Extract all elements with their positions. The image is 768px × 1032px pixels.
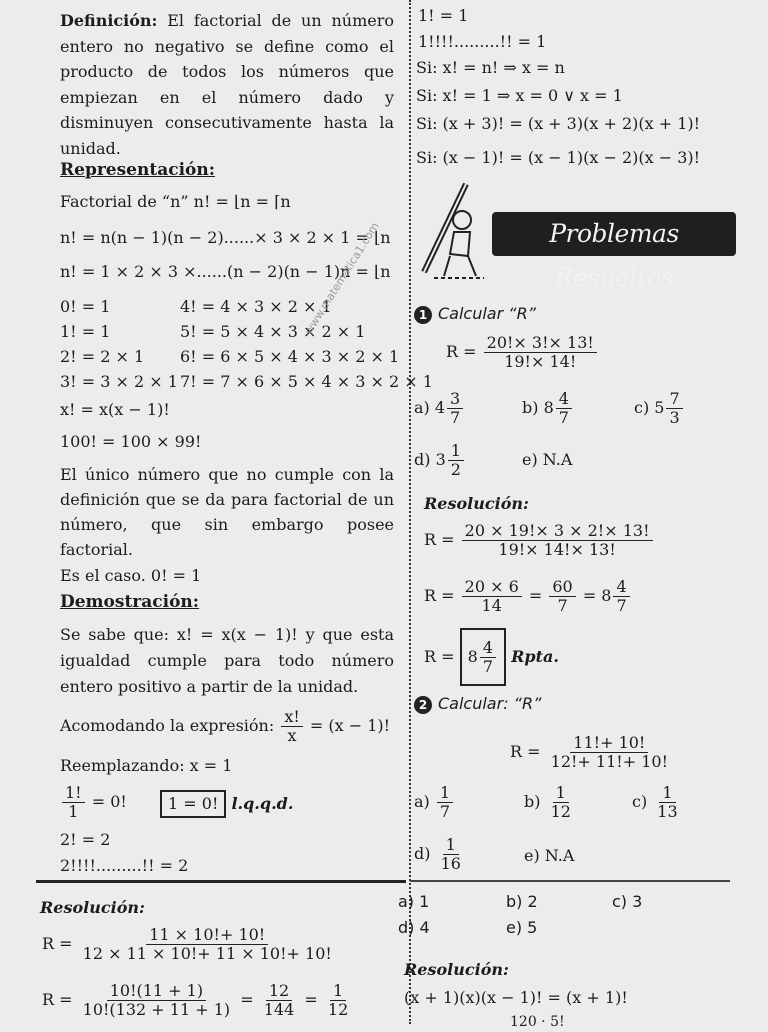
bottom-option[interactable]: a) 1: [398, 892, 430, 911]
numerator: 4: [556, 390, 572, 409]
fraction: [549, 578, 575, 615]
demostracion-heading: Demostración:: [60, 592, 200, 612]
fraction: [261, 982, 298, 1019]
fraction: [613, 578, 629, 615]
demo-line: Se sabe que: x! = x(x − 1)! y que esta: [60, 625, 394, 644]
option-b[interactable]: [524, 782, 576, 822]
bottom-option[interactable]: d) 4: [398, 918, 430, 937]
bottom-option[interactable]: c) 3: [612, 892, 643, 911]
fraction: [480, 639, 496, 676]
denominator: 3: [669, 408, 680, 427]
option-c[interactable]: [632, 782, 683, 822]
right-line: Si: x! = 1 ⇒ x = 0 ∨ x = 1: [416, 86, 623, 105]
bottom-resolution-step: R = $\frac{10!(11 + 1)}{10!(132 + 11 + 1)}$ = $\frac{12}{144}$ = $\frac{1}{12}$: [42, 978, 353, 1022]
bottom-rule-right: [410, 880, 730, 882]
final-answer: [424, 628, 559, 686]
bottom-option[interactable]: e) 5: [506, 918, 538, 937]
fraction: [447, 390, 463, 427]
denominator: 13: [657, 802, 678, 821]
acomodando-line: [60, 706, 390, 746]
numerator: 20!× 3!× 13!: [484, 334, 597, 353]
problem-2-title: [414, 694, 541, 714]
example-item: 6! = 6 × 5 × 4 × 3 × 2 × 1: [180, 347, 400, 366]
definition-line: entero no negativo se define como el: [60, 36, 394, 56]
pencil-mascot-icon: [414, 180, 490, 284]
denominator: 12!+ 11!+ 10!: [550, 752, 668, 771]
fraction: [281, 708, 302, 745]
numerator: 1: [330, 982, 346, 1001]
rep-line: n! = n(n − 1)(n − 2)......× 3 × 2 × 1 = ⌊n: [60, 228, 391, 247]
definition-line: empiezan en el número dado y: [60, 87, 394, 107]
numerator: 7: [666, 390, 682, 409]
numerator: 20 × 6: [462, 578, 522, 597]
boxed-equation: 1 = 0!: [160, 790, 226, 818]
boxed-result: [160, 790, 293, 818]
definition-block: [60, 8, 394, 161]
denominator: 144: [263, 1000, 295, 1019]
definition-line: producto de todos los números que: [60, 62, 394, 81]
demo-line: igualdad cumple para todo número: [60, 651, 394, 670]
column-divider: [409, 0, 411, 1024]
numerator: 12: [266, 982, 292, 1001]
numerator: 20 × 19!× 3 × 2!× 13!: [462, 522, 653, 541]
numerator: 4: [613, 578, 629, 597]
numerator: 60: [549, 578, 575, 597]
option-label: d) 3: [414, 450, 446, 469]
problem-1-expression: [446, 330, 599, 374]
fraction: [666, 390, 682, 427]
fraction: [462, 578, 522, 615]
bottom-option[interactable]: b) 2: [506, 892, 538, 911]
numerator: x!: [281, 708, 302, 727]
numerator: 10!(11 + 1): [107, 982, 206, 1001]
numerator: 1: [659, 784, 675, 803]
demo-line: entero positivo a partir de la unidad.: [60, 677, 359, 696]
r-label: R =: [510, 742, 541, 761]
problem-title: Calcular: “R”: [438, 694, 542, 713]
unique-line: definición que se da para factorial de un: [60, 490, 394, 509]
r-label: R =: [424, 586, 455, 605]
examples-right: [180, 294, 433, 394]
numerator: 11 × 10!+ 10!: [146, 926, 268, 945]
denominator: 1: [68, 802, 79, 821]
numerator: 3: [447, 390, 463, 409]
definition-line: disminuyen consecutivamente hasta la: [60, 113, 394, 132]
option-label: a) 4: [414, 398, 446, 417]
example-item: 3! = 3 × 2 × 1: [60, 372, 178, 391]
numerator: 4: [480, 639, 496, 658]
option-label: c): [632, 792, 648, 811]
r-label: R =: [424, 647, 455, 666]
acomodando-text: Acomodando la expresión:: [60, 716, 275, 735]
denominator: 7: [616, 596, 627, 615]
denominator: 7: [558, 408, 569, 427]
option-label: a): [414, 792, 430, 811]
right-line: Si: x! = n! ⇒ x = n: [416, 58, 565, 77]
answer-box: [460, 628, 506, 686]
example-item: 2! = 2 × 1: [60, 347, 145, 366]
banner-title: Problemas Resueltos: [549, 219, 679, 292]
resolution-step: R = $\frac{20 \times 6}{14}$ = $\frac{60}{7}$ = 8 $\frac{4}{7}$: [424, 574, 632, 618]
option-e[interactable]: e) N.A: [522, 450, 573, 469]
hundred-factorial-line: 100! = 100 × 99!: [60, 432, 202, 451]
denominator: 7: [439, 802, 451, 821]
problem-number-badge: 2: [414, 696, 432, 714]
definition-line: unidad.: [60, 138, 121, 158]
option-a[interactable]: [414, 388, 465, 428]
unique-line: número, que sin embargo posee: [60, 515, 394, 534]
denominator: 2: [450, 460, 461, 479]
denominator: 12: [327, 1000, 349, 1019]
numerator: 11!+ 10!: [570, 734, 648, 753]
r-label: R =: [446, 342, 477, 361]
fraction: [548, 734, 671, 771]
right-line: Si: (x − 1)! = (x − 1)(x − 2)(x − 3)!: [416, 148, 701, 167]
fraction: [556, 390, 572, 427]
resolution-step: [424, 518, 655, 562]
denominator: 12 × 11 × 10!+ 11 × 10!+ 10!: [82, 944, 332, 963]
denominator: 14: [481, 596, 502, 615]
denominator: 19!× 14!: [504, 352, 577, 371]
reemplazando-line: Reemplazando: x = 1: [60, 756, 233, 775]
fraction: [325, 982, 351, 1019]
option-d[interactable]: [414, 834, 466, 874]
rep-line: n! = 1 × 2 × 3 ×......(n − 2)(n − 1)n = ⌊n: [60, 262, 391, 281]
numerator: 1: [443, 836, 459, 855]
unique-line: El único número que no cumple con la: [60, 465, 394, 484]
numerator: 1: [553, 784, 569, 803]
option-c[interactable]: [634, 388, 685, 428]
bottom-resolution-step: R = $\frac{11 \times 10!+ 10!}{12 \times 11 \times 10!+ 11 \times 10!+ 10!}$: [42, 922, 337, 966]
two-line: 2! = 2: [60, 830, 111, 849]
example-item: 4! = 4 × 3 × 2 × 1: [180, 297, 332, 316]
example-item: 1! = 1: [60, 322, 111, 341]
fraction: [80, 926, 335, 963]
option-label: d): [414, 844, 431, 863]
denominator: 7: [450, 408, 461, 427]
option-label: c) 5: [634, 398, 665, 417]
fraction: [437, 784, 453, 821]
rep-line: Factorial de “n” n! = ⌊n = ⌈n: [60, 192, 291, 211]
right-line: Si: (x + 3)! = (x + 3)(x + 2)(x + 1)!: [416, 114, 701, 133]
denominator: 12: [550, 802, 571, 821]
representacion-heading: Representación:: [60, 160, 216, 180]
bottom-right-line: (x + 1)(x)(x − 1)! = (x + 1)!: [404, 988, 628, 1007]
denominator: 19!× 14!× 13!: [498, 540, 616, 559]
problem-number-badge: 1: [414, 306, 432, 324]
option-label: b): [524, 792, 541, 811]
fraction: [654, 784, 680, 821]
bottom-right-line: 120 · 5!: [510, 1014, 565, 1030]
fraction: [484, 334, 597, 371]
option-d[interactable]: [414, 440, 466, 480]
denominator: 10!(132 + 11 + 1): [82, 1000, 231, 1019]
denominator: 16: [440, 854, 461, 873]
proof-rest: = 0!: [91, 792, 127, 811]
bottom-right-resolucion: Resolución:: [404, 960, 509, 979]
right-line: 1! = 1: [418, 6, 469, 25]
example-item: 7! = 7 × 6 × 5 × 4 × 3 × 2 × 1: [180, 372, 433, 391]
option-label: b) 8: [522, 398, 554, 417]
fraction: [62, 784, 85, 821]
problem-2-expression: [510, 730, 673, 774]
two-many-line: 2!!!!.........!! = 2: [60, 856, 189, 875]
numerator: 1: [448, 442, 464, 461]
examples-left: [60, 294, 178, 394]
caso-line: Es el caso. 0! = 1: [60, 566, 202, 585]
problemas-resueltos-banner: [492, 212, 736, 292]
problem-title: Calcular “R”: [438, 304, 536, 323]
bottom-resolucion-heading: Resolución:: [40, 898, 145, 917]
definition-label: Definición:: [60, 11, 158, 30]
demo-block: [60, 622, 394, 700]
r-label: R =: [424, 530, 455, 549]
fraction: [438, 836, 464, 873]
acomodando-rest: = (x − 1)!: [309, 716, 391, 735]
example-item: 5! = 5 × 4 × 3 × 2 × 1: [180, 322, 366, 341]
numerator: 1: [437, 784, 453, 803]
watermark: www.matematica1.com: [302, 220, 382, 337]
rpta-label: Rpta.: [511, 647, 559, 666]
bottom-rule-left: [36, 880, 406, 883]
problem-1-title: [414, 304, 536, 324]
fraction: [462, 522, 653, 559]
definition-line: El factorial de un número: [167, 11, 394, 30]
denominator: x: [287, 726, 297, 745]
option-a[interactable]: [414, 782, 455, 822]
denominator: 7: [557, 596, 568, 615]
fraction: [448, 442, 464, 479]
answer-integer: 8: [467, 647, 478, 666]
numerator: 1!: [62, 784, 85, 803]
right-line: 1!!!!.........!! = 1: [418, 32, 547, 51]
option-b[interactable]: [522, 388, 574, 428]
x-factorial-line: x! = x(x − 1)!: [60, 400, 170, 419]
option-e[interactable]: e) N.A: [524, 846, 575, 865]
denominator: 7: [482, 657, 494, 676]
proof-line: [60, 782, 127, 822]
fraction: [80, 982, 234, 1019]
lqqd-label: l.q.q.d.: [231, 794, 294, 813]
unique-line: factorial.: [60, 540, 133, 559]
example-item: 0! = 1: [60, 297, 111, 316]
fraction: [548, 784, 574, 821]
resolucion-heading: Resolución:: [424, 494, 529, 513]
unique-block: [60, 462, 394, 562]
mixed-integer: = 8: [582, 586, 612, 605]
